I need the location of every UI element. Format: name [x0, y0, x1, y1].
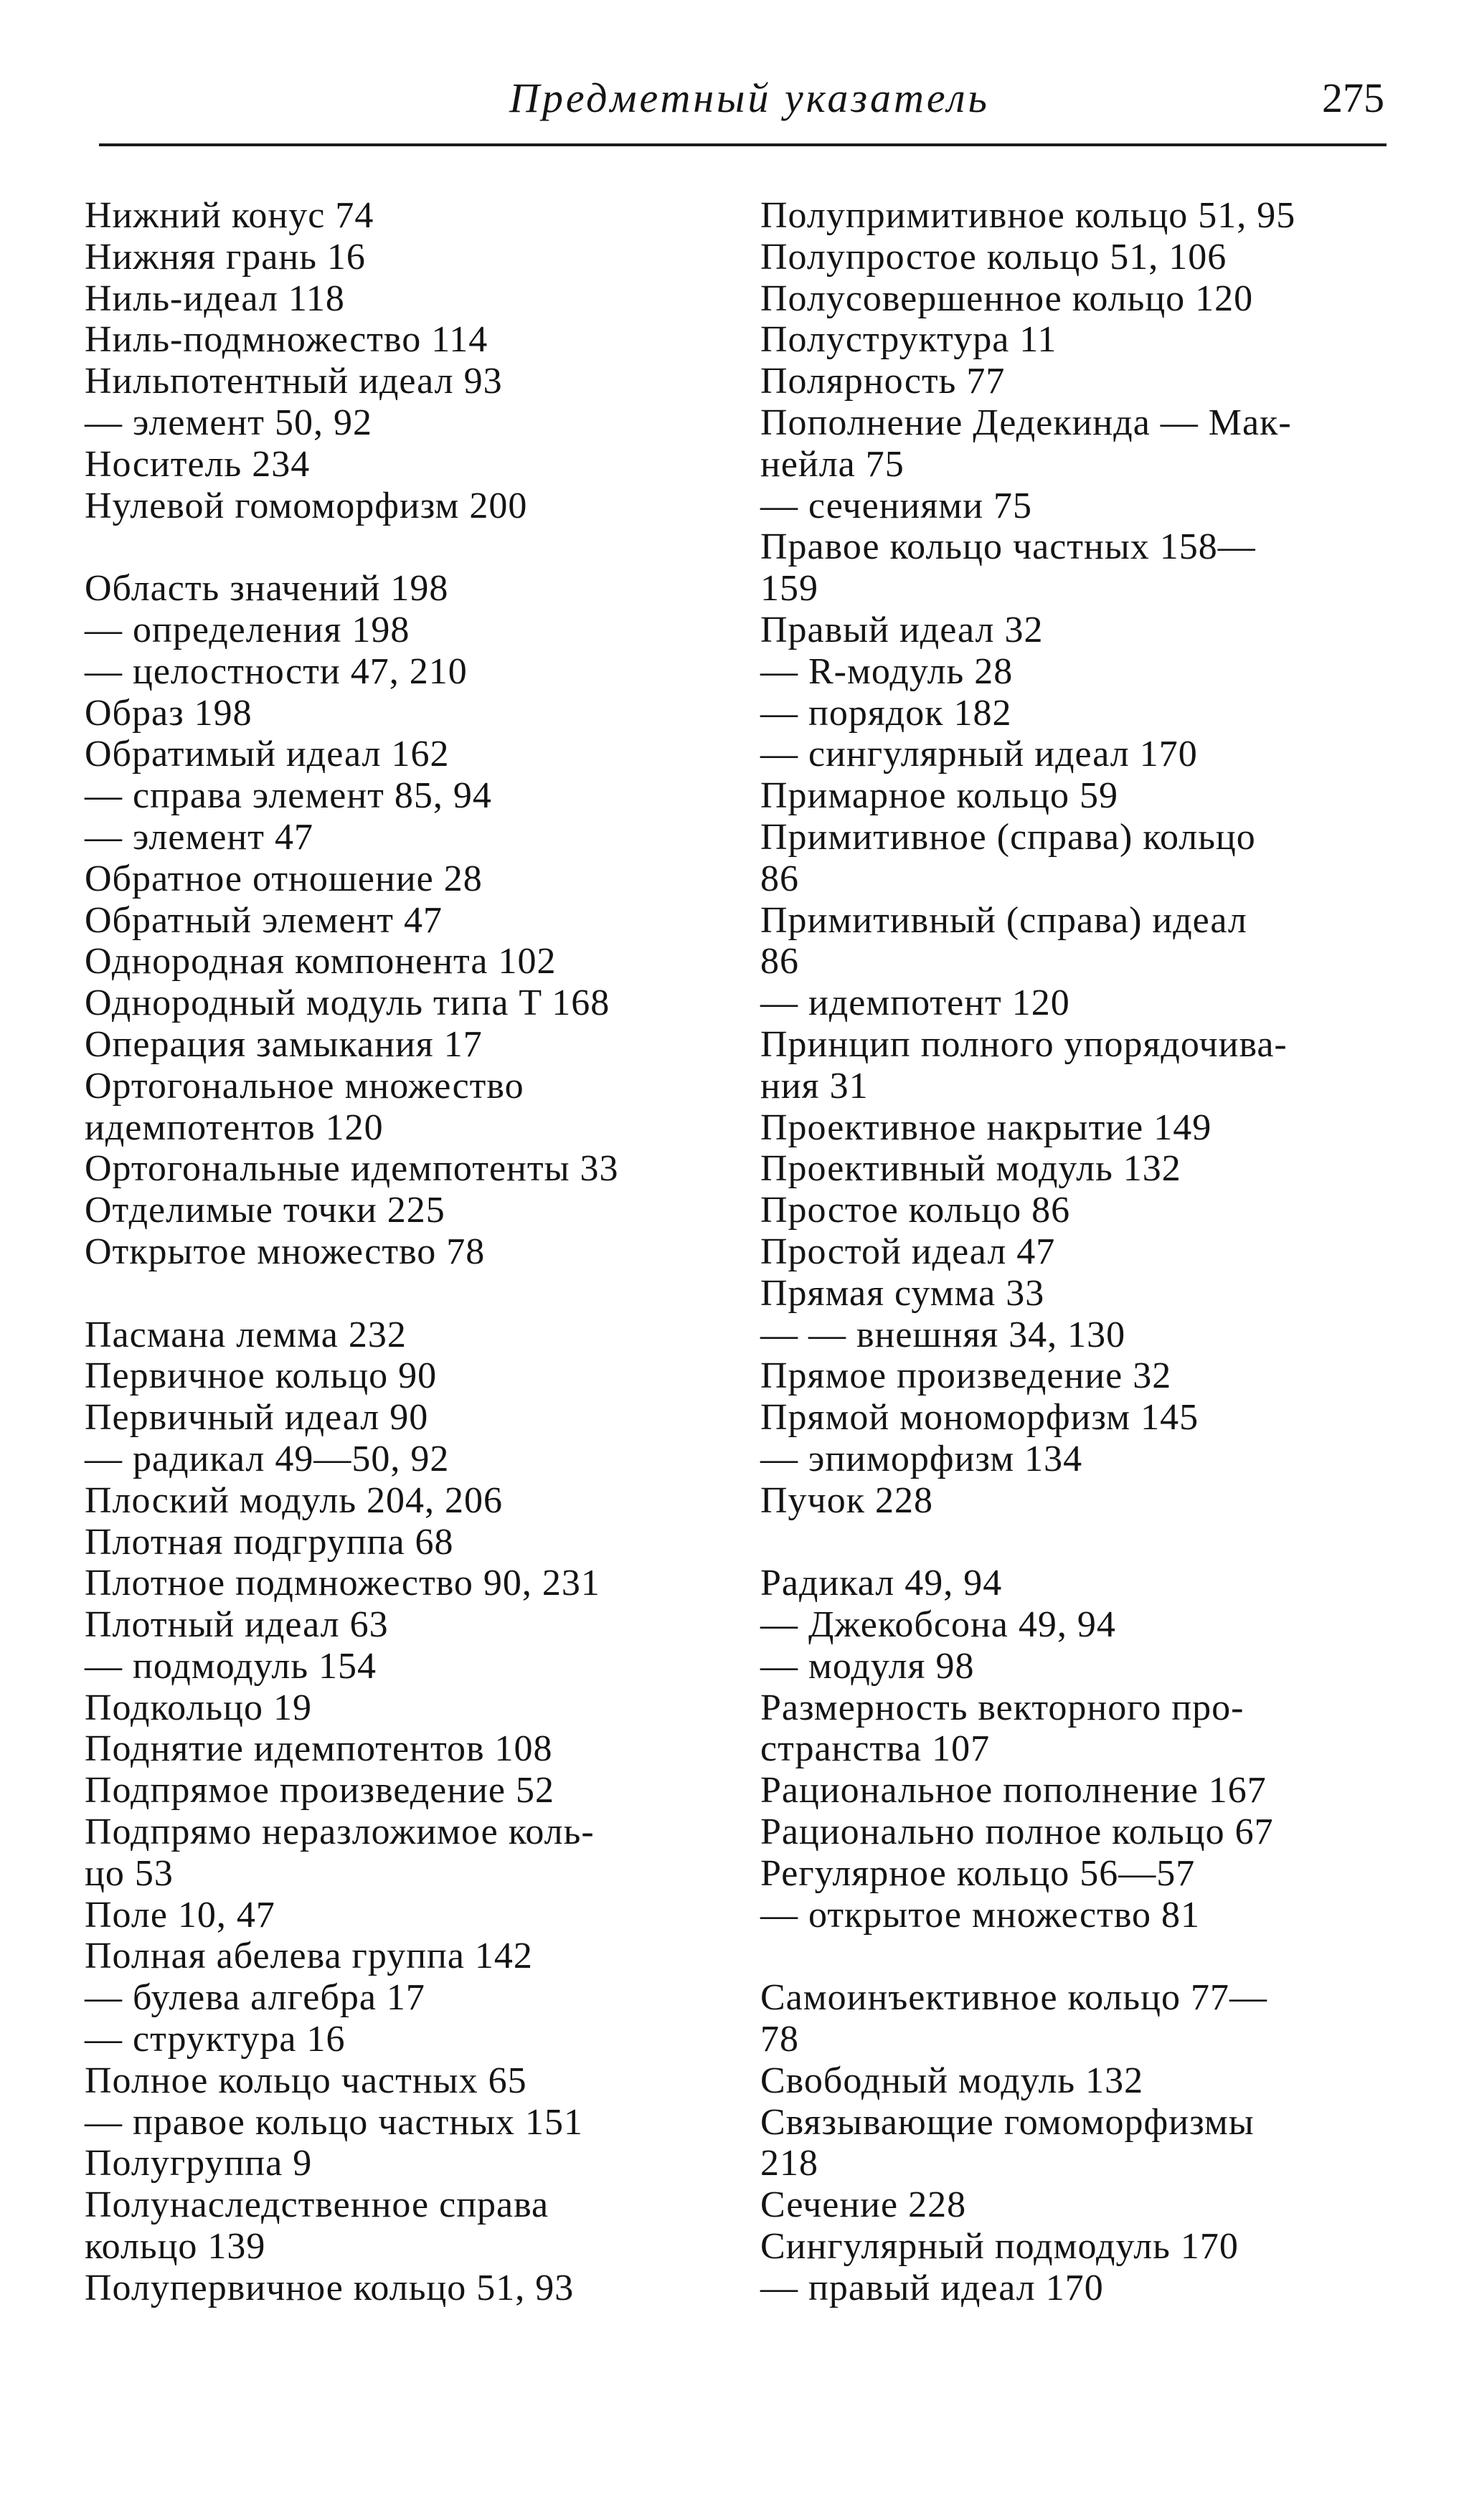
index-entry: Пучок 228 — [760, 1479, 933, 1521]
index-entry: Связывающие гомоморфизмы — [760, 2101, 1255, 2143]
index-entry: Нильпотентный идеал 93 — [85, 361, 503, 402]
index-entry: Радикал 49, 94 — [760, 1563, 1003, 1604]
index-entry: — открытое множество 81 — [760, 1894, 1201, 1936]
index-entry: — правый идеал 170 — [760, 2267, 1104, 2308]
index-entry: Полупервичное кольцо 51, 93 — [85, 2267, 575, 2308]
index-entry: Сечение 228 — [760, 2184, 967, 2226]
index-entry: Полунаследственное справа — [85, 2184, 549, 2226]
index-entry: Ниль-идеал 118 — [85, 278, 345, 319]
index-entry: — Джекобсона 49, 94 — [760, 1604, 1116, 1646]
index-entry-continuation: 86 — [760, 858, 799, 899]
index-entry: Плотная подгруппа 68 — [85, 1521, 454, 1563]
index-entry: Область значений 198 — [85, 568, 449, 610]
index-entry: Ортогональное множество — [85, 1065, 524, 1107]
index-entry: Обратный элемент 47 — [85, 899, 443, 941]
index-entry: — модуля 98 — [760, 1645, 975, 1687]
index-entry: Первичный идеал 90 — [85, 1397, 429, 1439]
page-number: 275 — [1322, 75, 1384, 121]
index-entry: Полупростое кольцо 51, 106 — [760, 236, 1227, 278]
index-entry: Простое кольцо 86 — [760, 1190, 1071, 1231]
index-entry: Первичное кольцо 90 — [85, 1355, 438, 1397]
index-entry: Простой идеал 47 — [760, 1231, 1056, 1272]
index-entry-continuation: 78 — [760, 2019, 799, 2060]
index-entry: Обратное отношение 28 — [85, 858, 483, 899]
page-header — [100, 73, 1384, 138]
index-entry-continuation: 218 — [760, 2143, 818, 2184]
index-entry: Прямая сумма 33 — [760, 1272, 1045, 1314]
index-entry-continuation: нейла 75 — [760, 443, 904, 485]
index-entry: Нижний конус 74 — [85, 195, 374, 236]
index-entry: Регулярное кольцо 56—57 — [760, 1852, 1196, 1894]
index-entry: Подкольцо 19 — [85, 1687, 312, 1728]
index-entry: Поле 10, 47 — [85, 1894, 275, 1936]
index-entry: Пополнение Дедекинда — Мак- — [760, 402, 1292, 443]
index-entry-continuation: ния 31 — [760, 1065, 869, 1107]
index-entry: Плотное подмножество 90, 231 — [85, 1563, 600, 1604]
index-entry: Операция замыкания 17 — [85, 1023, 483, 1065]
index-entry: — сечениями 75 — [760, 485, 1033, 526]
index-entry: Проективное накрытие 149 — [760, 1107, 1212, 1148]
index-entry: Свободный модуль 132 — [760, 2060, 1144, 2101]
index-entry: Рационально полное кольцо 67 — [760, 1811, 1274, 1853]
index-entry-continuation: идемпотентов 120 — [85, 1107, 384, 1148]
index-entry: Открытое множество 78 — [85, 1231, 486, 1272]
index-entry: — подмодуль 154 — [85, 1645, 377, 1687]
index-entry: Ниль-подмножество 114 — [85, 319, 488, 361]
index-entry: — R-модуль 28 — [760, 650, 1014, 692]
index-entry: — справа элемент 85, 94 — [85, 775, 492, 817]
index-entry: Полная абелева группа 142 — [85, 1936, 533, 1977]
index-entry: Самоинъективное кольцо 77— — [760, 1977, 1267, 2019]
index-entry: — порядок 182 — [760, 692, 1012, 734]
index-entry: Сингулярный подмодуль 170 — [760, 2226, 1239, 2268]
index-entry: Примарное кольцо 59 — [760, 775, 1118, 817]
index-entry: Плотный идеал 63 — [85, 1604, 389, 1646]
index-entry: — правое кольцо частных 151 — [85, 2101, 584, 2143]
index-entry: Полусовершенное кольцо 120 — [760, 278, 1254, 319]
index-entry: — структура 16 — [85, 2019, 346, 2060]
index-entry: — эпиморфизм 134 — [760, 1438, 1083, 1479]
index-entry: Образ 198 — [85, 692, 252, 734]
index-entry: Примитивный (справа) идеал — [760, 899, 1247, 941]
index-entry: Полярность 77 — [760, 361, 1006, 402]
index-entry: Обратимый идеал 162 — [85, 734, 450, 775]
index-entry: Принцип полного упорядочива- — [760, 1023, 1288, 1065]
index-entry: Подпрямое произведение 52 — [85, 1770, 554, 1811]
index-entry: Нулевой гомоморфизм 200 — [85, 485, 528, 526]
index-entry-continuation: цо 53 — [85, 1852, 174, 1894]
index-entry: Плоский модуль 204, 206 — [85, 1479, 504, 1521]
index-entry: Однородный модуль типа T 168 — [85, 982, 610, 1024]
index-entry-continuation: кольцо 139 — [85, 2226, 266, 2268]
index-entry: Нижняя грань 16 — [85, 236, 366, 278]
index-entry: Носитель 234 — [85, 443, 311, 485]
index-entry: Прямой мономорфизм 145 — [760, 1397, 1199, 1439]
index-entry: — элемент 50, 92 — [85, 402, 372, 443]
index-entry: Отделимые точки 225 — [85, 1190, 445, 1231]
index-column-left — [85, 195, 702, 2309]
index-entry: Подпрямо неразложимое коль- — [85, 1811, 595, 1853]
index-entry: — — внешняя 34, 130 — [760, 1314, 1126, 1355]
index-entry: — целостности 47, 210 — [85, 650, 468, 692]
index-entry: Правый идеал 32 — [760, 609, 1044, 650]
running-title: Предметный указатель — [509, 75, 990, 121]
index-entry: — идемпотент 120 — [760, 982, 1070, 1024]
header-rule — [99, 143, 1387, 146]
index-entry: Поднятие идемпотентов 108 — [85, 1728, 553, 1770]
index-column-right — [760, 195, 1392, 2309]
index-entry: Проективный модуль 132 — [760, 1148, 1181, 1190]
index-entry: Полугруппа 9 — [85, 2143, 313, 2184]
index-entry: — элемент 47 — [85, 816, 313, 858]
index-entry: — сингулярный идеал 170 — [760, 734, 1198, 775]
index-entry: — радикал 49—50, 92 — [85, 1438, 450, 1479]
index-entry: Правое кольцо частных 158— — [760, 526, 1256, 568]
index-entry: Полупримитивное кольцо 51, 95 — [760, 195, 1296, 236]
index-entry: Пасмана лемма 232 — [85, 1314, 407, 1355]
index-entry: Ортогональные идемпотенты 33 — [85, 1148, 619, 1190]
index-entry: — определения 198 — [85, 609, 410, 650]
index-entry: Однородная компонента 102 — [85, 941, 557, 982]
index-entry: — булева алгебра 17 — [85, 1977, 425, 2019]
index-entry: Размерность векторного про- — [760, 1687, 1244, 1728]
index-entry: Рациональное пополнение 167 — [760, 1770, 1267, 1811]
index-entry-continuation: 86 — [760, 941, 799, 982]
index-entry-continuation: 159 — [760, 568, 818, 610]
index-entry: Примитивное (справа) кольцо — [760, 816, 1256, 858]
index-entry: Полное кольцо частных 65 — [85, 2060, 527, 2101]
index-entry: Полуструктура 11 — [760, 319, 1057, 361]
index-entry-continuation: странства 107 — [760, 1728, 991, 1770]
index-entry: Прямое произведение 32 — [760, 1355, 1172, 1397]
